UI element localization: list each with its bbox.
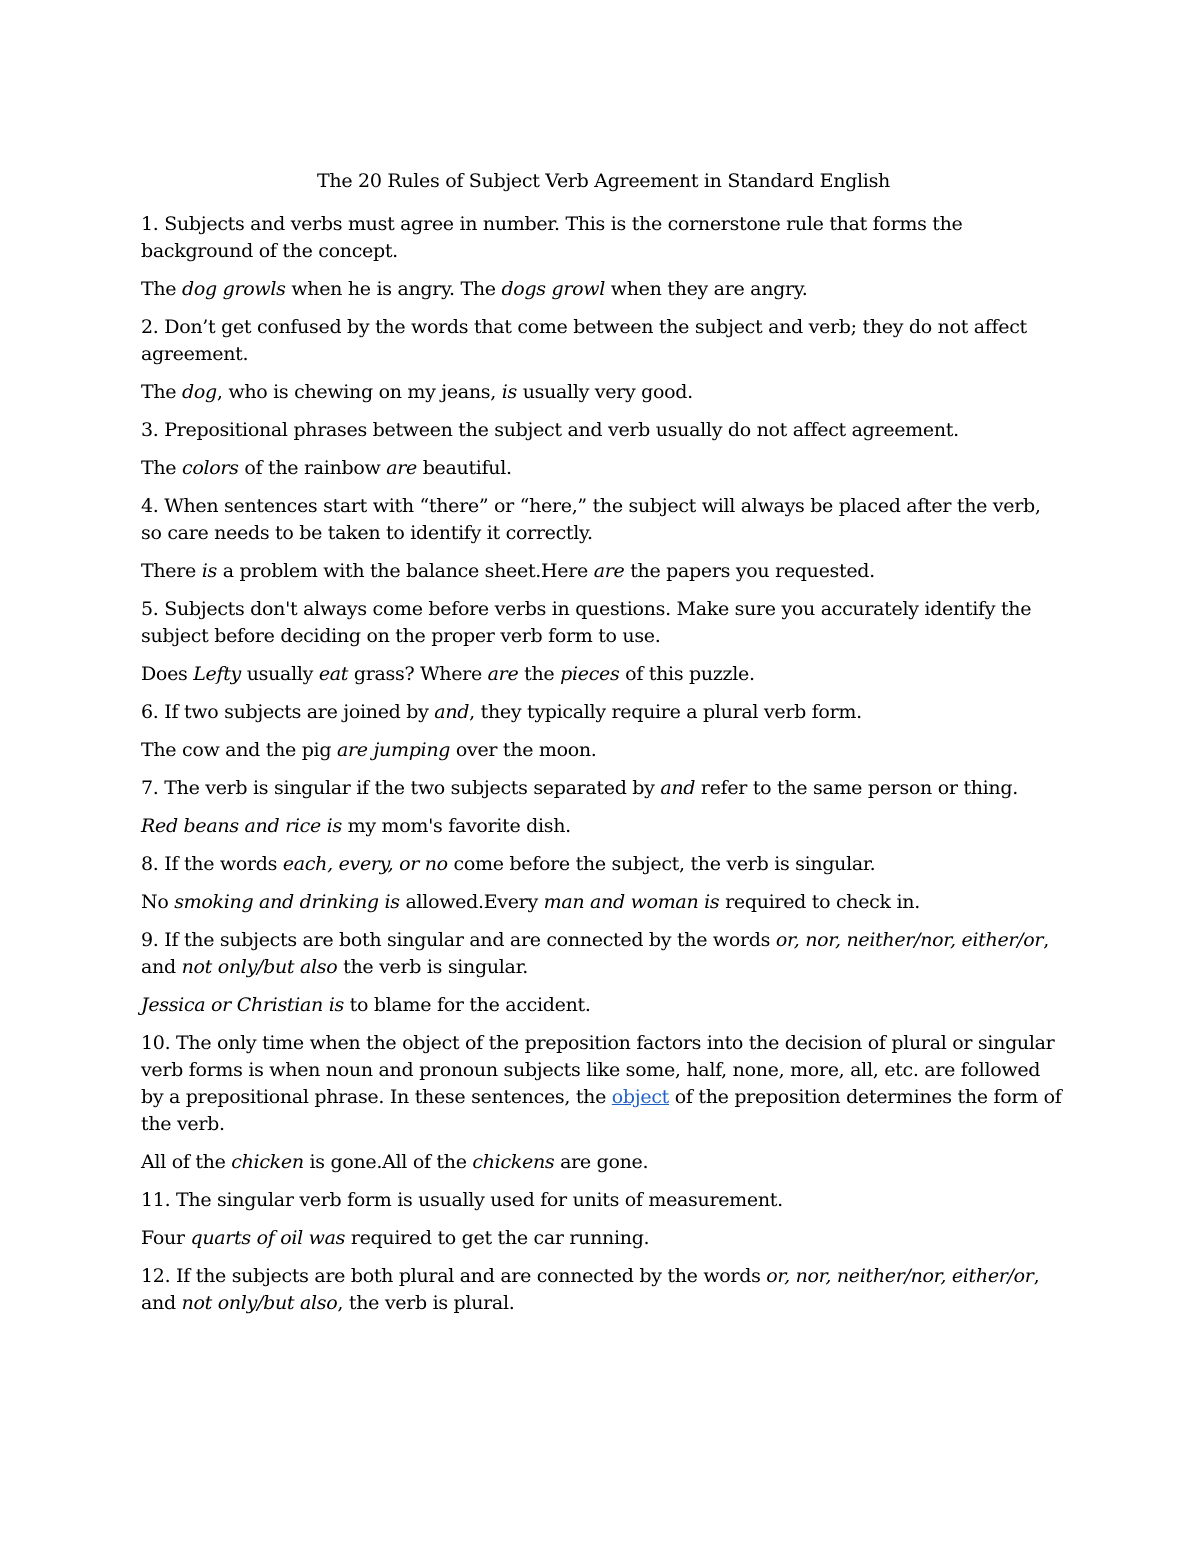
paragraph bbox=[141, 992, 1066, 1019]
italic-text: or, nor, neither/nor, either/or bbox=[766, 1265, 1034, 1287]
document-title: The 20 Rules of Subject Verb Agreement in Standard English bbox=[317, 170, 890, 192]
paragraph bbox=[141, 1030, 1066, 1138]
text-run: , the verb is plural. bbox=[337, 1292, 515, 1314]
italic-text: eat bbox=[318, 663, 349, 685]
text-run: 7. The verb is singular if the two subjects separated by bbox=[141, 777, 661, 799]
italic-text: not only/but also bbox=[181, 1292, 338, 1314]
text-run: 9. If the subjects are both singular and are connected by the words bbox=[141, 929, 776, 951]
italic-text: are jumping bbox=[336, 739, 451, 761]
text-run: my mom's favorite dish. bbox=[341, 815, 571, 837]
paragraph bbox=[141, 737, 1066, 764]
paragraph bbox=[141, 699, 1066, 726]
italic-text: and bbox=[434, 701, 470, 723]
italic-text: Jessica or Christian is bbox=[141, 994, 344, 1016]
text-run: 2. Don’t get confused by the words that come between the subject and verb; they do not affect agreement. bbox=[141, 316, 1027, 365]
text-run: when he is angry. The bbox=[285, 278, 502, 300]
italic-text: not only/but also bbox=[181, 956, 338, 978]
italic-text: are bbox=[593, 560, 625, 582]
paragraph bbox=[141, 1149, 1066, 1176]
text-run: the verb is singular. bbox=[337, 956, 529, 978]
text-run: The bbox=[141, 278, 182, 300]
italic-text: are bbox=[487, 663, 519, 685]
text-run: , and bbox=[141, 1265, 1040, 1314]
text-run: There bbox=[141, 560, 202, 582]
paragraph bbox=[141, 455, 1066, 482]
document-page bbox=[141, 166, 1066, 1328]
text-run: 5. Subjects don't always come before verbs in questions. Make sure you accurately identify the subject before deciding on the proper verb form to use. bbox=[141, 598, 1032, 647]
paragraph bbox=[141, 596, 1066, 650]
italic-text: or, nor, neither/nor, either/or bbox=[775, 929, 1044, 951]
text-run: The bbox=[141, 381, 182, 403]
paragraph bbox=[141, 493, 1066, 547]
paragraph bbox=[141, 417, 1066, 444]
text-run: are gone. bbox=[554, 1151, 649, 1173]
paragraph bbox=[141, 1263, 1066, 1317]
text-run: required to get the car running. bbox=[345, 1227, 650, 1249]
text-run: usually very good. bbox=[516, 381, 693, 403]
text-run: when they are angry. bbox=[605, 278, 808, 300]
italic-text: each, every, or no bbox=[282, 853, 448, 875]
text-run: Does bbox=[141, 663, 194, 685]
paragraph bbox=[141, 927, 1066, 981]
text-run: 4. When sentences start with “there” or “here,” the subject will always be placed after the verb, so care needs to be taken to identify it correctly. bbox=[141, 495, 1041, 544]
paragraph bbox=[141, 314, 1066, 368]
text-run: usually bbox=[240, 663, 319, 685]
text-run: the bbox=[518, 663, 561, 685]
text-run: The bbox=[141, 457, 182, 479]
paragraph bbox=[141, 276, 1066, 303]
text-run: 6. If two subjects are joined by bbox=[141, 701, 435, 723]
italic-text: quarts of oil was bbox=[190, 1227, 346, 1249]
text-run: 3. Prepositional phrases between the subject and verb usually do not affect agreement. bbox=[141, 419, 959, 441]
italic-text: smoking and drinking is bbox=[174, 891, 400, 913]
text-run: grass? Where bbox=[348, 663, 488, 685]
text-run: Four bbox=[141, 1227, 191, 1249]
text-run: over the moon. bbox=[450, 739, 597, 761]
text-run: required to check in. bbox=[719, 891, 920, 913]
italic-text: dog growls bbox=[182, 278, 286, 300]
paragraph bbox=[141, 851, 1066, 878]
text-run: beautiful. bbox=[416, 457, 512, 479]
text-run: of the rainbow bbox=[238, 457, 387, 479]
text-run: 8. If the words bbox=[141, 853, 283, 875]
paragraph bbox=[141, 775, 1066, 802]
text-run: 11. The singular verb form is usually used for units of measurement. bbox=[141, 1189, 783, 1211]
text-run: come before the subject, the verb is singular. bbox=[447, 853, 876, 875]
object-link[interactable]: object bbox=[611, 1086, 670, 1108]
text-run: 1. Subjects and verbs must agree in number. This is the cornerstone rule that forms the background of the concept. bbox=[141, 213, 963, 262]
italic-text: Red beans and rice is bbox=[141, 815, 342, 837]
text-run: , they typically require a plural verb form. bbox=[469, 701, 862, 723]
paragraph bbox=[141, 1225, 1066, 1252]
text-run: 10. The only time when the object of the preposition factors into the decision of plural or singular verb forms is when noun and pronoun subjects like some, half, none, more, all, etc. are followed by a prepositional phrase. In these sentences, the bbox=[141, 1032, 1055, 1108]
text-run: All of the bbox=[141, 1151, 232, 1173]
italic-text: dog bbox=[182, 381, 217, 403]
text-run: refer to the same person or thing. bbox=[695, 777, 1018, 799]
paragraph bbox=[141, 558, 1066, 585]
text-run: a problem with the balance sheet.Here bbox=[216, 560, 594, 582]
paragraph bbox=[141, 813, 1066, 840]
text-run: 12. If the subjects are both plural and are connected by the words bbox=[141, 1265, 767, 1287]
text-run: , and bbox=[141, 929, 1049, 978]
italic-text: are bbox=[386, 457, 417, 479]
text-run: The cow and the pig bbox=[141, 739, 337, 761]
text-run: the papers you requested. bbox=[624, 560, 875, 582]
italic-text: pieces bbox=[560, 663, 620, 685]
text-run: , who is chewing on my jeans, bbox=[216, 381, 502, 403]
text-run: to blame for the accident. bbox=[343, 994, 591, 1016]
paragraph bbox=[141, 211, 1066, 265]
text-run: of this puzzle. bbox=[619, 663, 755, 685]
paragraph bbox=[141, 379, 1066, 406]
italic-text: is bbox=[501, 381, 517, 403]
italic-text: Lefty bbox=[193, 663, 241, 685]
text-run: is gone.All of the bbox=[303, 1151, 473, 1173]
paragraph bbox=[141, 1187, 1066, 1214]
italic-text: dogs growl bbox=[501, 278, 606, 300]
text-run: of the preposition determines the form of the verb. bbox=[141, 1086, 1062, 1135]
text-run: No bbox=[141, 891, 175, 913]
italic-text: chickens bbox=[472, 1151, 555, 1173]
paragraph bbox=[141, 889, 1066, 916]
italic-text: and bbox=[660, 777, 696, 799]
italic-text: is bbox=[201, 560, 217, 582]
italic-text: colors bbox=[182, 457, 239, 479]
document-body bbox=[141, 211, 1066, 1317]
text-run: allowed.Every bbox=[399, 891, 544, 913]
paragraph bbox=[141, 661, 1066, 688]
italic-text: man and woman is bbox=[543, 891, 720, 913]
italic-text: chicken bbox=[231, 1151, 304, 1173]
